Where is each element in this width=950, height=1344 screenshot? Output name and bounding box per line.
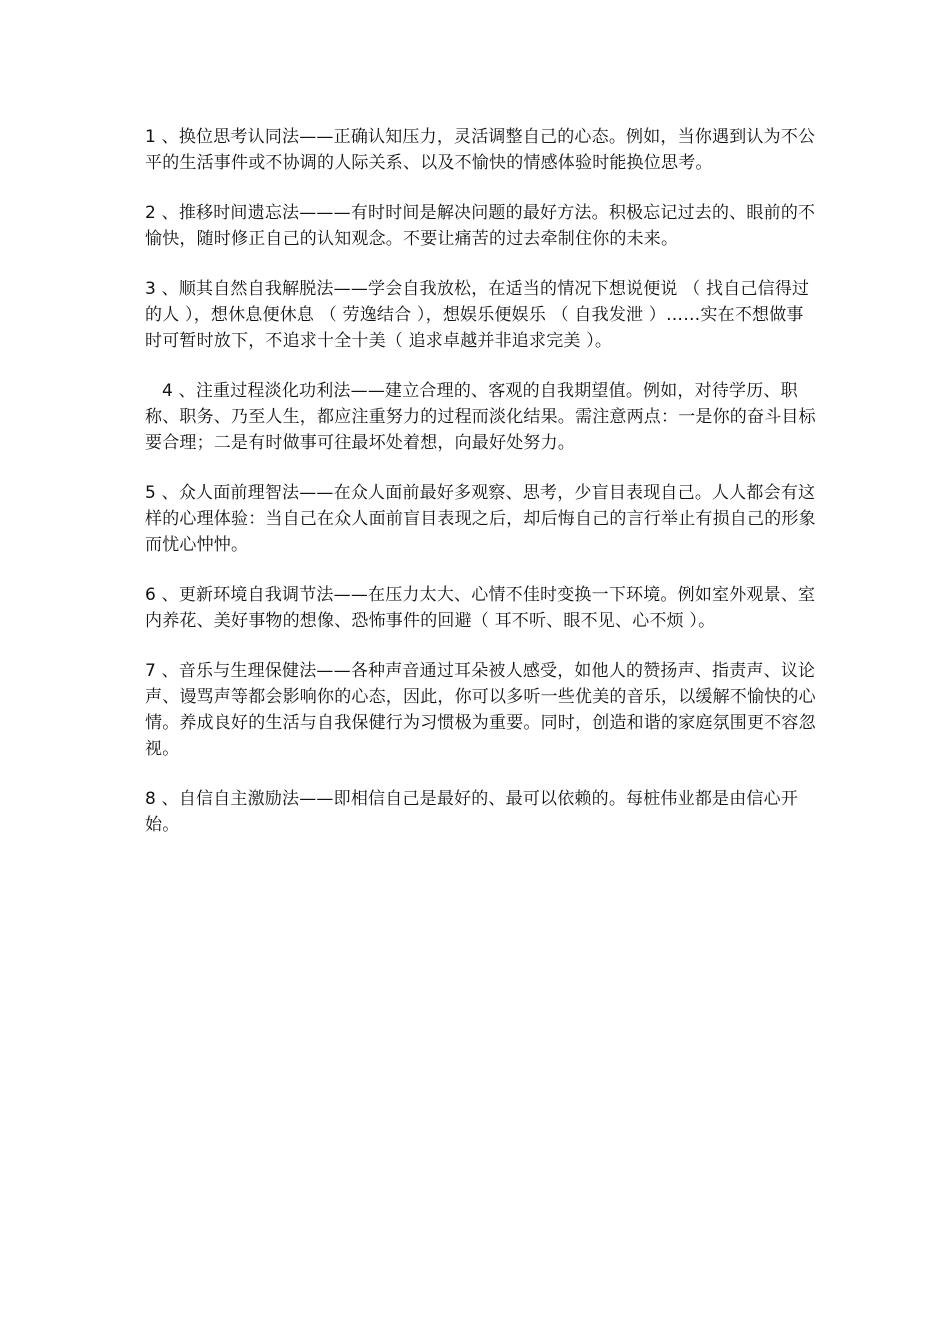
- paragraph-6: 6 、更新环境自我调节法——在压力太大、心情不佳时变换一下环境。例如室外观景、室内养花、美好事物的想像、恐怖事件的回避（ 耳不听、眼不见、心不烦 ）。: [145, 585, 816, 631]
- paragraph-2: 2 、推移时间遗忘法———有时时间是解决问题的最好方法。积极忘记过去的、眼前的不愉快，随时修正自己的认知观念。不要让痛苦的过去牵制住你的未来。: [145, 203, 816, 249]
- paragraph-7: 7 、音乐与生理保健法——各种声音通过耳朵被人感受，如他人的赞扬声、指责声、议论声、谩骂声等都会影响你的心态，因此，你可以多听一些优美的音乐，以缓解不愉快的心情。养成良好的生活与自我保健行为习惯极为重要。同时，创造和谐的家庭氛围更不容忽视。: [145, 661, 816, 759]
- paragraph-1: 1 、换位思考认同法——正确认知压力，灵活调整自己的心态。例如，当你遇到认为不公平的生活事件或不协调的人际关系、以及不愉快的情感体验时能换位思考。: [145, 127, 816, 173]
- paragraph-8: 8 、自信自主激励法——即相信自己是最好的、最可以依赖的。每桩伟业都是由信心开始。: [145, 789, 799, 835]
- paragraph-3: 3 、顺其自然自我解脱法——学会自我放松，在适当的情况下想说便说 （ 找自己信得过的人 ），想休息便休息 （ 劳逸结合 ），想娱乐便娱乐 （ 自我发泄 ）……实在不想做事时可暂时放下，不追求十全十美（ 追求卓越并非追求完美 ）。: [145, 279, 810, 351]
- paragraph-5: 5 、众人面前理智法——在众人面前最好多观察、思考，少盲目表现自己。人人都会有这样的心理体验：当自己在众人面前盲目表现之后，却后悔自己的言行举止有损自己的形象而忧心忡忡。: [145, 483, 816, 555]
- document-body: [145, 124, 817, 862]
- paragraph-4: 4 、注重过程淡化功利法——建立合理的、客观的自我期望值。例如，对待学历、职称、职务、乃至人生，都应注重努力的过程而淡化结果。需注意两点：一是你的奋斗目标要合理；二是有时做事可往最坏处着想，向最好处努力。: [145, 381, 816, 453]
